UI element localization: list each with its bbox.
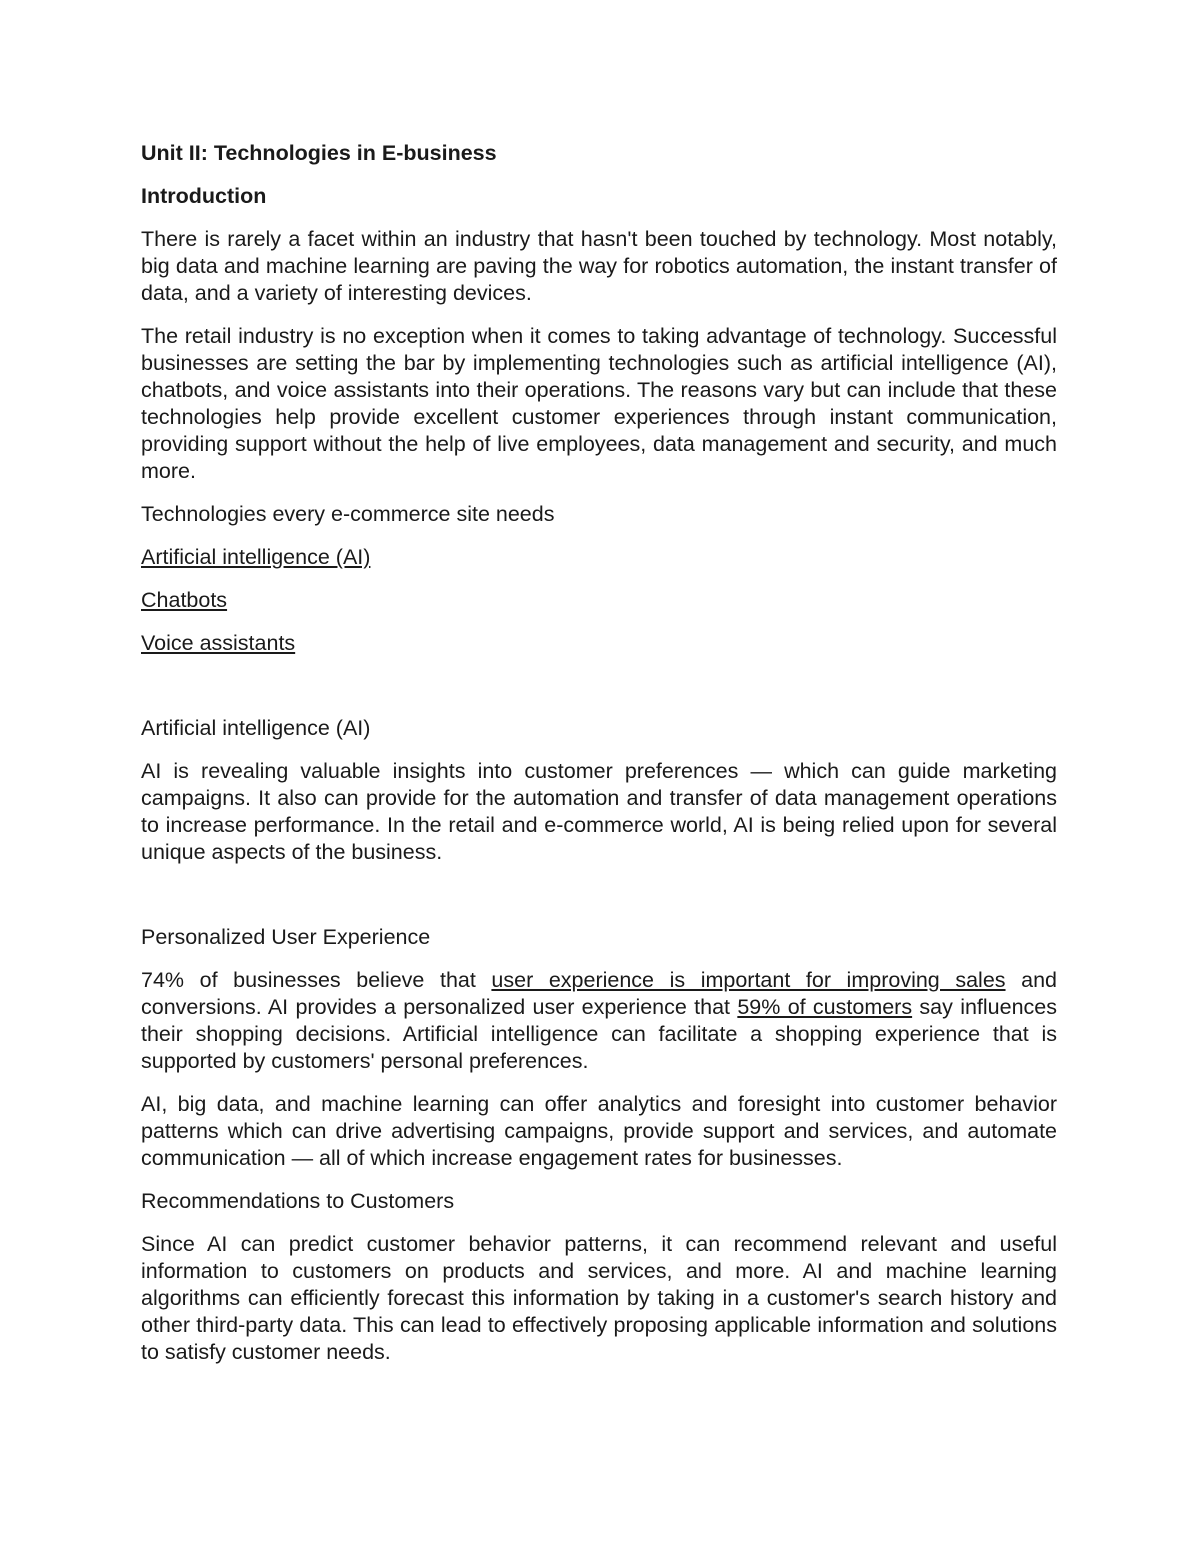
link-voice-assistants[interactable]: Voice assistants (141, 631, 296, 655)
recommendations-heading: Recommendations to Customers (141, 1189, 455, 1213)
tech-list-heading: Technologies every e-commerce site needs (141, 502, 555, 526)
ai-paragraph: AI is revealing valuable insights into customer preferences — which can guide marketing campaigns. It also can provide for the automation and transfer of data management operations to increase performance. In the retail and e-commerce world, AI is being relied upon for several unique aspects of the business. (141, 759, 1057, 864)
personalized-ux-paragraph-1 (141, 967, 1057, 1075)
link-59-percent-customers[interactable]: 59% of customers (737, 995, 913, 1019)
pux-text-3: say influences their shopping decisions. Artificial intelligence can facilitate a shopping experience that is supported by customers' personal preferences. (141, 995, 1058, 1073)
personalized-ux-heading: Personalized User Experience (141, 925, 431, 949)
pux-text-2: and conversions. AI provides a personalized user experience that (141, 968, 1057, 1019)
ai-section-heading: Artificial intelligence (AI) (141, 716, 371, 740)
intro-paragraph-1: There is rarely a facet within an industry that hasn't been touched by technology. Most notably, big data and machine learning are paving the way for robotics automation, the instant transfer of data, and a variety of interesting devices. (141, 227, 1057, 305)
introduction-heading: Introduction (141, 184, 267, 208)
link-chatbots[interactable]: Chatbots (141, 588, 228, 612)
pux-text-1: 74% of businesses believe that (141, 968, 492, 992)
personalized-ux-paragraph-2: AI, big data, and machine learning can offer analytics and foresight into customer behavior patterns which can drive advertising campaigns, provide support and services, and automate communication — all of which increase engagement rates for businesses. (141, 1092, 1057, 1170)
link-artificial-intelligence[interactable]: Artificial intelligence (AI) (141, 545, 371, 569)
intro-paragraph-2: The retail industry is no exception when it comes to taking advantage of technology. Successful businesses are setting the bar by implementing technologies such as artificial intelligence (AI), chatbots, and voice assistants into their operations. The reasons vary but can include that these technologies help provide excellent customer experiences through instant communication, providing support without the help of live employees, data management and security, and much more. (141, 324, 1057, 483)
link-user-experience-sales[interactable]: user experience is important for improving sales (491, 968, 1006, 992)
recommendations-paragraph: Since AI can predict customer behavior patterns, it can recommend relevant and useful information to customers on products and services, and more. AI and machine learning algorithms can efficiently forecast this information by taking in a customer's search history and other third-party data. This can lead to effectively proposing applicable information and solutions to satisfy customer needs. (141, 1232, 1057, 1364)
document-page (141, 140, 1057, 1382)
document-title: Unit II: Technologies in E-business (141, 141, 497, 165)
